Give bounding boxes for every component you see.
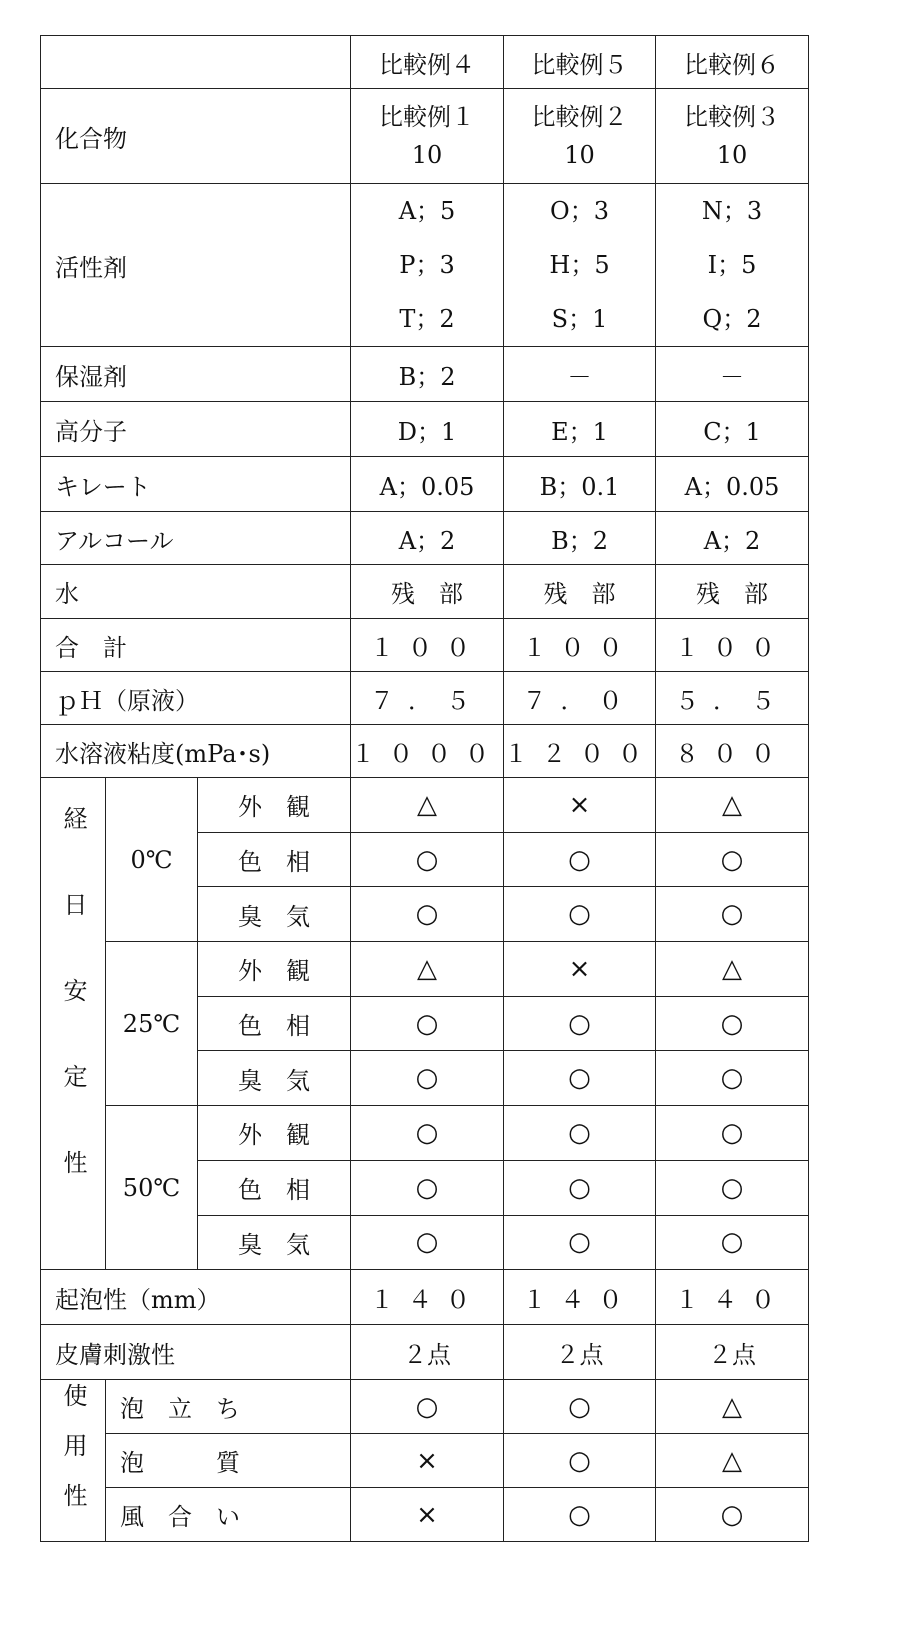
compound-cell — [656, 89, 809, 184]
table-row — [41, 512, 809, 565]
table-row — [41, 565, 809, 619]
value-cell: １４０ — [656, 1270, 809, 1325]
value-cell: １００ — [504, 619, 656, 672]
value-cell: 残 部 — [656, 565, 809, 619]
rating-cell: × — [351, 1488, 504, 1542]
rating-cell: ○ — [504, 1051, 656, 1106]
value-cell: B；2 — [351, 347, 504, 402]
value-cell: １００ — [656, 619, 809, 672]
value-cell: １４０ — [504, 1270, 656, 1325]
rating-cell: ○ — [351, 996, 504, 1051]
stability-label: 経日安定性 — [61, 806, 85, 1236]
table-row — [41, 347, 809, 402]
rating-cell: ○ — [504, 1488, 656, 1542]
table-row — [41, 1325, 809, 1380]
value-cell: 残 部 — [504, 565, 656, 619]
rating-cell: ○ — [504, 887, 656, 942]
row-label: 高分子 — [41, 402, 351, 457]
surfactant-line: Q；2 — [656, 292, 808, 346]
value-cell: ８００ — [656, 725, 809, 778]
value-cell: ７．０ — [504, 672, 656, 725]
rating-cell: ○ — [656, 996, 809, 1051]
value-cell: １０００ — [351, 725, 504, 778]
comparison-table — [40, 35, 809, 1542]
row-label: 水溶液粘度(mPa･s) — [41, 725, 351, 778]
stability-item-label: 臭 気 — [198, 1051, 351, 1106]
usability-label: 使用性 — [61, 1383, 85, 1533]
table-row — [41, 89, 809, 184]
surfactant-line: O；3 — [504, 184, 655, 238]
table-row — [41, 36, 809, 89]
row-label-compound: 化合物 — [41, 89, 351, 184]
column-header: 比較例６ — [656, 36, 809, 89]
rating-cell: △ — [656, 778, 809, 833]
rating-cell: ○ — [656, 887, 809, 942]
rating-cell: △ — [351, 942, 504, 997]
surfactant-line: N；3 — [656, 184, 808, 238]
value-cell: A；0.05 — [351, 457, 504, 512]
table-row — [41, 1380, 809, 1434]
rating-cell: ○ — [504, 1434, 656, 1488]
surfactant-cell — [504, 184, 656, 347]
compound-cell — [351, 89, 504, 184]
value-cell: ２点 — [351, 1325, 504, 1380]
stability-item-label: 臭 気 — [198, 1215, 351, 1270]
table-row — [41, 1270, 809, 1325]
value-cell: ７．５ — [351, 672, 504, 725]
rating-cell: ○ — [656, 1160, 809, 1215]
stability-label-cell — [41, 778, 106, 1270]
table-row — [41, 619, 809, 672]
table-row — [41, 457, 809, 512]
value-cell: B；0.1 — [504, 457, 656, 512]
stability-item-label: 臭 気 — [198, 887, 351, 942]
surfactant-line: H；5 — [504, 238, 655, 292]
value-cell: － — [504, 347, 656, 402]
rating-cell: ○ — [351, 1051, 504, 1106]
table-row — [41, 1434, 809, 1488]
table-row — [41, 725, 809, 778]
value-cell: ２点 — [656, 1325, 809, 1380]
stability-item-label: 色 相 — [198, 1160, 351, 1215]
rating-cell: △ — [351, 778, 504, 833]
rating-cell: ○ — [504, 1380, 656, 1434]
rating-cell: ○ — [656, 1106, 809, 1161]
surfactant-cell — [656, 184, 809, 347]
rating-cell: ○ — [504, 996, 656, 1051]
usability-label-cell — [41, 1380, 106, 1542]
rating-cell: ○ — [504, 1106, 656, 1161]
compound-line: 比較例１ — [351, 98, 503, 136]
rating-cell: ○ — [351, 832, 504, 887]
column-header: 比較例４ — [351, 36, 504, 89]
rating-cell: ○ — [656, 1215, 809, 1270]
row-label: ｐＨ（原液） — [41, 672, 351, 725]
temperature-label: 0℃ — [106, 778, 198, 942]
compound-line: 比較例３ — [656, 98, 808, 136]
stability-item-label: 色 相 — [198, 996, 351, 1051]
table-row — [41, 942, 809, 997]
header-blank-cell — [41, 36, 351, 89]
rating-cell: ○ — [656, 832, 809, 887]
row-label: 皮膚刺激性 — [41, 1325, 351, 1380]
value-cell: － — [656, 347, 809, 402]
value-cell: A；2 — [656, 512, 809, 565]
column-header: 比較例５ — [504, 36, 656, 89]
rating-cell: ○ — [504, 1160, 656, 1215]
value-cell: D；1 — [351, 402, 504, 457]
rating-cell: ○ — [351, 1160, 504, 1215]
value-cell: B；2 — [504, 512, 656, 565]
value-cell: A；0.05 — [656, 457, 809, 512]
compound-cell — [504, 89, 656, 184]
row-label: 保湿剤 — [41, 347, 351, 402]
table-row — [41, 778, 809, 833]
rating-cell: × — [504, 942, 656, 997]
value-cell: A；2 — [351, 512, 504, 565]
table-row — [41, 1488, 809, 1542]
rating-cell: ○ — [351, 1106, 504, 1161]
surfactant-line: I；5 — [656, 238, 808, 292]
stability-item-label: 外 観 — [198, 942, 351, 997]
stability-item-label: 外 観 — [198, 778, 351, 833]
stability-item-label: 色 相 — [198, 832, 351, 887]
compound-line: 10 — [351, 136, 503, 174]
surfactant-cell — [351, 184, 504, 347]
row-label: 合 計 — [41, 619, 351, 672]
table-row — [41, 672, 809, 725]
table-row — [41, 184, 809, 347]
rating-cell: ○ — [351, 887, 504, 942]
rating-cell: × — [504, 778, 656, 833]
row-label: 水 — [41, 565, 351, 619]
rating-cell: ○ — [656, 1488, 809, 1542]
value-cell: １００ — [351, 619, 504, 672]
rating-cell: ○ — [351, 1380, 504, 1434]
surfactant-line: A；5 — [351, 184, 503, 238]
rating-cell: △ — [656, 1380, 809, 1434]
usability-item-label: 泡 質 — [106, 1434, 351, 1488]
rating-cell: △ — [656, 1434, 809, 1488]
surfactant-line: T；2 — [351, 292, 503, 346]
row-label: アルコール — [41, 512, 351, 565]
row-label: 起泡性（mm） — [41, 1270, 351, 1325]
value-cell: E；1 — [504, 402, 656, 457]
row-label-surfactant: 活性剤 — [41, 184, 351, 347]
rating-cell: ○ — [504, 832, 656, 887]
rating-cell: ○ — [351, 1215, 504, 1270]
rating-cell: △ — [656, 942, 809, 997]
usability-item-label: 風 合 い — [106, 1488, 351, 1542]
compound-line: 10 — [656, 136, 808, 174]
temperature-label: 50℃ — [106, 1106, 198, 1270]
table-row — [41, 1106, 809, 1161]
value-cell: ５．５ — [656, 672, 809, 725]
rating-cell: × — [351, 1434, 504, 1488]
temperature-label: 25℃ — [106, 942, 198, 1106]
surfactant-line: P；3 — [351, 238, 503, 292]
row-label: キレート — [41, 457, 351, 512]
value-cell: C；1 — [656, 402, 809, 457]
rating-cell: ○ — [656, 1051, 809, 1106]
value-cell: 残 部 — [351, 565, 504, 619]
surfactant-line: S；1 — [504, 292, 655, 346]
compound-line: 10 — [504, 136, 655, 174]
usability-item-label: 泡 立 ち — [106, 1380, 351, 1434]
rating-cell: ○ — [504, 1215, 656, 1270]
compound-line: 比較例２ — [504, 98, 655, 136]
value-cell: １２００ — [504, 725, 656, 778]
value-cell: ２点 — [504, 1325, 656, 1380]
value-cell: １４０ — [351, 1270, 504, 1325]
table-row — [41, 402, 809, 457]
stability-item-label: 外 観 — [198, 1106, 351, 1161]
